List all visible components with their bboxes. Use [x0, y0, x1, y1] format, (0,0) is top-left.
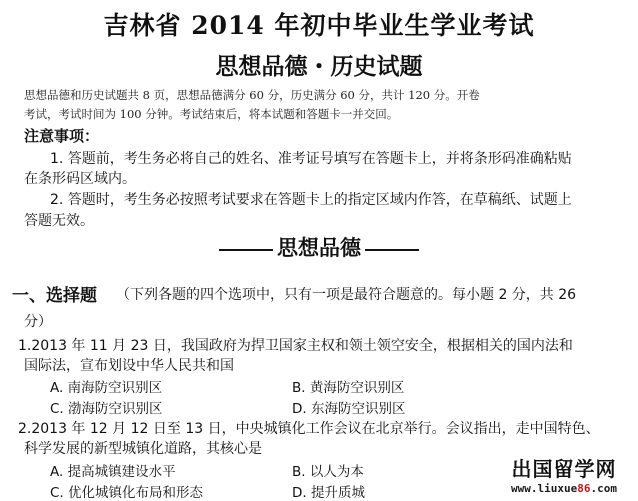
notes-item-2-line-2: 答题无效。 [24, 213, 94, 229]
watermark-name: 出国留学网 [511, 457, 617, 481]
page-subtitle: 思想品德・历史试题 [215, 53, 423, 80]
part-instructions-line-2: 分） [24, 314, 52, 330]
heading-rule-left [219, 249, 273, 251]
question-2-option-d: D. 提升质城 [292, 485, 365, 501]
part-instructions-line-1: （下列各题的四个选项中，只有一项是最符合题意的。每小题 2 分，共 26 [116, 287, 577, 303]
question-1-option-b: B. 黄海防空识别区 [292, 380, 405, 396]
notes-item-1-line-2: 在条形码区域内。 [24, 171, 136, 187]
watermark-url-prefix: www.liuxue [511, 482, 578, 495]
intro-line-2: 考试，考试时间为 100 分钟。考试结束后，将本试题和答题卡一并交回。 [24, 107, 399, 121]
notes-item-1-line-1: 1. 答题前，考生务必将自己的姓名、准考证号填写在答题卡上，并将条形码准确粘贴 [50, 151, 572, 167]
notes-item-2-line-1: 2. 答题时，考生务必按照考试要求在答题卡上的指定区域内作答，在草稿纸、试题上 [50, 192, 572, 208]
question-1-line-2: 国际法，宣布划设中华人民共和国 [24, 358, 234, 374]
page-title: 吉林省 2014 年初中毕业生学业考试 [103, 11, 535, 40]
question-2-line-2: 科学发展的新型城镇化道路，其核心是 [24, 441, 262, 457]
question-1-option-d: D. 东海防空识别区 [292, 401, 406, 417]
question-1-option-c: C. 渤海防空识别区 [50, 401, 163, 417]
question-2-option-c: C. 优化城镇化布局和形态 [50, 485, 204, 501]
watermark-url-accent: 86 [577, 482, 591, 495]
question-1-line-1: 1.2013 年 11 月 23 日，我国政府为捍卫国家主权和领土领空安全，根据相关的国内法和 [18, 338, 573, 354]
intro-line-1: 思想品德和历史试题共 8 页，思想品德满分 60 分，历史满分 60 分，共计 120 分。开卷 [24, 88, 480, 102]
heading-rule-right [365, 249, 419, 251]
site-watermark [500, 453, 628, 495]
watermark-url-suffix: .com [590, 482, 617, 495]
question-2-line-1: 2.2013 年 12 月 12 日至 13 日，中央城镇化工作会议在北京举行。会议指出，走中国特色、 [18, 421, 600, 437]
watermark-url [500, 482, 628, 495]
question-2-option-a: A. 提高城镇建设水平 [50, 464, 176, 480]
question-2-option-b: B. 以人为本 [292, 464, 364, 480]
question-1-option-a: A. 南海防空识别区 [50, 380, 163, 396]
notes-heading: 注意事项： [24, 127, 100, 145]
part-title: 一、选择题 [12, 286, 97, 306]
section-heading [0, 232, 638, 262]
section-heading-text: 思想品德 [277, 235, 361, 260]
